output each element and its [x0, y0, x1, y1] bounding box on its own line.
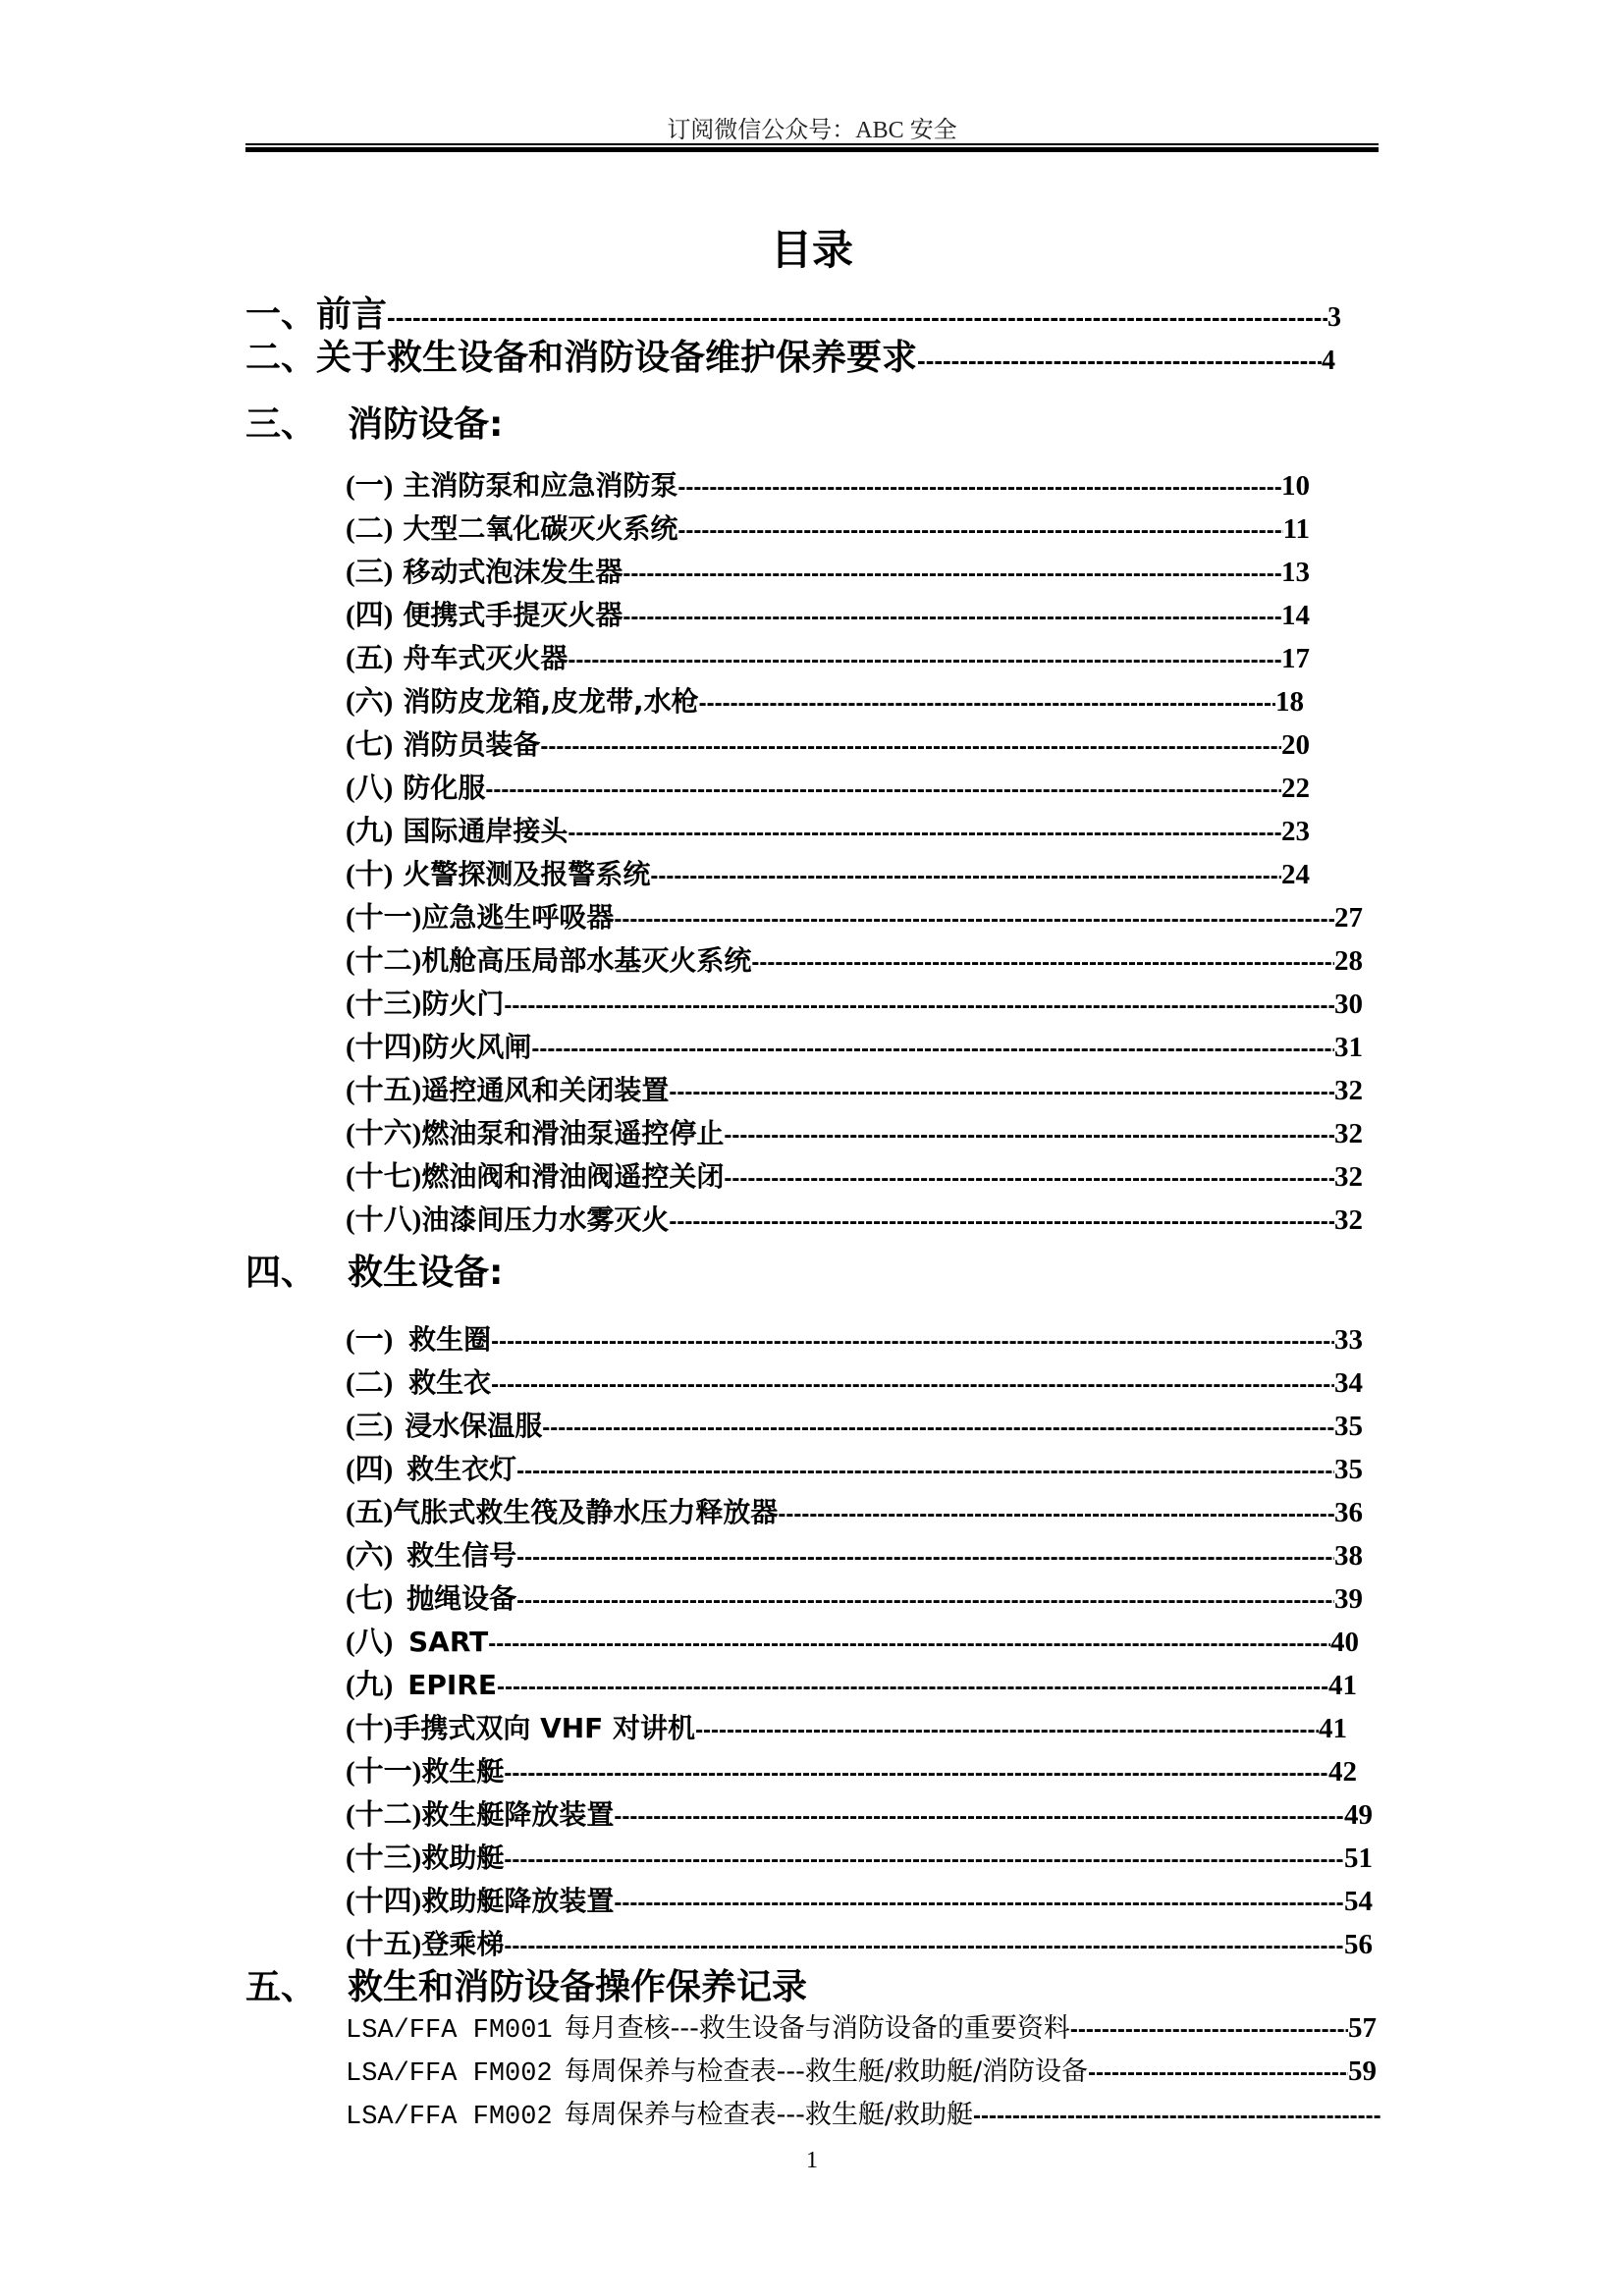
entry-number: (二) — [346, 513, 394, 545]
dot-leader — [488, 1630, 1330, 1658]
entry-number: (四) — [346, 1454, 394, 1485]
section-title: 救生设备: — [348, 1253, 504, 1290]
dot-leader — [542, 1415, 1334, 1442]
dot-leader — [669, 1208, 1334, 1236]
section-title: 救生和消防设备操作保养记录 — [348, 1967, 808, 2004]
entry-number: (十一) — [346, 1756, 422, 1788]
entry-page: 32 — [1334, 1075, 1363, 1106]
entry-page: 42 — [1328, 1756, 1357, 1788]
entry-number: (一) — [346, 470, 394, 502]
dot-leader — [540, 733, 1281, 761]
entry-title: 便携式手提灭火器 — [403, 599, 623, 631]
entry-page: 32 — [1334, 1204, 1363, 1236]
section-title: 前言 — [316, 294, 388, 332]
toc-entry[interactable] — [346, 1111, 1363, 1150]
entry-title: 救助艇 — [421, 1842, 505, 1874]
entry-page: 11 — [1282, 513, 1310, 545]
record-title: 每月查核---救生设备与消防设备的重要资料 — [564, 2013, 1070, 2044]
header-rule-thin — [245, 143, 1379, 145]
record-code: LSA/FFA FM001 — [346, 2016, 553, 2046]
toc-entry[interactable] — [346, 852, 1310, 891]
entry-page: 32 — [1334, 1161, 1363, 1193]
entry-page: 36 — [1334, 1497, 1363, 1528]
entry-page: 40 — [1330, 1627, 1359, 1658]
section-number: 一、 — [245, 294, 317, 332]
toc-entry[interactable] — [346, 1317, 1363, 1357]
entry-number: (九) — [346, 1670, 394, 1701]
entry-title: EPIRE — [407, 1669, 497, 1701]
dot-leader — [751, 949, 1334, 977]
entry-title: 大型二氧化碳灭火系统 — [403, 512, 678, 545]
dot-leader — [516, 1544, 1334, 1572]
dot-leader — [504, 992, 1334, 1020]
entry-page: 31 — [1334, 1032, 1363, 1063]
record-code: LSA/FFA FM002 — [346, 2103, 553, 2132]
entry-page: 39 — [1334, 1583, 1363, 1615]
entry-page: 27 — [1334, 902, 1363, 934]
dot-leader — [485, 776, 1281, 804]
entry-title: 救助艇降放装置 — [421, 1885, 615, 1917]
dot-leader — [568, 647, 1281, 674]
dot-leader — [614, 1890, 1344, 1917]
toc-entry[interactable] — [346, 1576, 1363, 1616]
page-header: 订阅微信公众号：ABC 安全 — [667, 118, 957, 143]
entry-number: (三) — [346, 557, 394, 588]
dot-leader — [497, 1674, 1328, 1701]
toc-entry[interactable] — [346, 1404, 1363, 1443]
entry-title: SART — [407, 1626, 489, 1658]
entry-title: 手携式双向 VHF 对讲机 — [393, 1712, 696, 1744]
toc-section-4[interactable] — [245, 1245, 835, 1290]
dot-leader — [614, 1803, 1344, 1831]
dot-leader — [650, 863, 1281, 890]
dot-leader — [491, 1328, 1334, 1356]
entry-page: 49 — [1344, 1799, 1373, 1831]
toc-entry[interactable] — [346, 636, 1310, 675]
entry-number: (三) — [346, 1411, 394, 1442]
dot-leader — [491, 1371, 1334, 1399]
section-number: 五、 — [245, 1967, 317, 2004]
entry-page: 28 — [1334, 945, 1363, 977]
entry-page: 20 — [1281, 729, 1310, 761]
entry-number: (十三) — [346, 1842, 422, 1874]
entry-title: 移动式泡沫发生器 — [403, 556, 623, 588]
entry-number: (二) — [346, 1367, 394, 1399]
entry-title: 救生信号 — [406, 1539, 517, 1572]
toc-entry[interactable] — [346, 1792, 1373, 1832]
dot-leader — [623, 561, 1281, 588]
toc-entry[interactable] — [346, 1836, 1373, 1875]
dot-leader — [504, 1760, 1328, 1788]
entry-title: 浸水保温服 — [405, 1410, 543, 1442]
entry-number: (八) — [346, 1627, 394, 1658]
section-number: 四、 — [245, 1253, 317, 1290]
entry-title: 国际通岸接头 — [403, 815, 568, 847]
entry-page: 17 — [1281, 643, 1310, 674]
dot-leader — [677, 517, 1282, 545]
entry-title: 抛绳设备 — [406, 1582, 517, 1615]
toc-entry[interactable] — [346, 895, 1363, 934]
section-number: 二、 — [245, 338, 317, 375]
entry-number: (一) — [346, 1324, 394, 1356]
toc-entry[interactable] — [346, 1706, 1347, 1745]
entry-page: 41 — [1328, 1670, 1357, 1701]
entry-page: 18 — [1275, 686, 1304, 718]
dot-leader — [695, 1717, 1319, 1744]
dot-leader — [1088, 2059, 1348, 2087]
dot-leader — [973, 2103, 1380, 2130]
entry-page: 35 — [1334, 1454, 1363, 1485]
toc-entry[interactable] — [346, 1620, 1359, 1659]
entry-title: 救生圈 — [408, 1323, 492, 1356]
toc-entry[interactable] — [346, 1447, 1363, 1486]
toc-section-5[interactable] — [245, 1959, 1031, 2004]
entry-number: (十七) — [346, 1161, 422, 1193]
toc-record[interactable] — [346, 2006, 1377, 2046]
toc-entry[interactable] — [346, 1198, 1363, 1237]
entry-title: 救生艇降放装置 — [421, 1798, 615, 1831]
entry-number: (十四) — [346, 1886, 422, 1917]
entry-title: 防火风闸 — [421, 1031, 532, 1063]
page-number: 1 — [806, 2148, 818, 2173]
entry-number: (五) — [346, 1497, 394, 1528]
entry-page: 22 — [1281, 773, 1310, 804]
toc-record[interactable] — [346, 2093, 1380, 2132]
entry-page: 24 — [1281, 859, 1310, 890]
entry-page: 33 — [1334, 1324, 1363, 1356]
toc-entry[interactable] — [346, 550, 1310, 589]
entry-number: (七) — [346, 1583, 394, 1615]
entry-title: 燃油阀和滑油阀遥控关闭 — [421, 1160, 725, 1193]
toc-section-1[interactable] — [245, 287, 1341, 332]
entry-page: 35 — [1334, 1411, 1363, 1442]
entry-title: 气胀式救生筏及静水压力释放器 — [393, 1496, 779, 1528]
entry-page: 56 — [1344, 1929, 1373, 1960]
entry-number: (五) — [346, 643, 394, 674]
section-title: 消防设备: — [348, 404, 504, 442]
entry-page: 10 — [1281, 470, 1310, 502]
entry-page: 38 — [1334, 1540, 1363, 1572]
entry-number: (八) — [346, 773, 394, 804]
dot-leader — [1070, 2016, 1348, 2044]
dot-leader — [623, 604, 1281, 631]
entry-title: 主消防泵和应急消防泵 — [403, 469, 678, 502]
entry-title: 燃油泵和滑油泵遥控停止 — [421, 1117, 725, 1149]
entry-number: (十三) — [346, 988, 422, 1020]
entry-title: 舟车式灭火器 — [403, 642, 568, 674]
entry-title: 救生衣灯 — [406, 1453, 517, 1485]
dot-leader — [504, 1933, 1344, 1960]
entry-title: 防化服 — [403, 772, 486, 804]
toc-entry[interactable] — [346, 1490, 1363, 1529]
entry-number: (十四) — [346, 1032, 422, 1063]
entry-number: (十) — [346, 859, 394, 890]
section-page: 4 — [1322, 346, 1335, 375]
toc-entry[interactable] — [346, 507, 1310, 546]
entry-title: 火警探测及报警系统 — [403, 858, 651, 890]
entry-title: 油漆间压力水雾灭火 — [421, 1203, 670, 1236]
entry-title: 应急逃生呼吸器 — [421, 901, 615, 934]
entry-number: (九) — [346, 816, 394, 847]
toc-entry[interactable] — [346, 463, 1310, 503]
entry-page: 41 — [1319, 1713, 1347, 1744]
section-number: 三、 — [245, 404, 317, 442]
toc-entry[interactable] — [346, 1025, 1363, 1064]
dot-leader — [614, 906, 1334, 934]
toc-entry[interactable] — [346, 722, 1310, 762]
dot-leader — [531, 1036, 1334, 1063]
section-page: 3 — [1327, 302, 1341, 332]
entry-number: (六) — [346, 1540, 394, 1572]
entry-title: 救生衣 — [408, 1366, 492, 1399]
toc-entry[interactable] — [346, 593, 1310, 632]
toc-entry[interactable] — [346, 809, 1310, 848]
entry-page: 32 — [1334, 1118, 1363, 1149]
entry-title: 消防员装备 — [403, 728, 541, 761]
entry-page: 34 — [1334, 1367, 1363, 1399]
entry-title: 防火门 — [421, 988, 505, 1020]
record-page: 57 — [1348, 2012, 1377, 2044]
entry-page: 23 — [1281, 816, 1310, 847]
dot-leader — [568, 820, 1281, 847]
entry-number: (十二) — [346, 1799, 422, 1831]
toc-entry[interactable] — [346, 982, 1363, 1021]
record-code: LSA/FFA FM002 — [346, 2059, 553, 2089]
dot-leader — [504, 1846, 1344, 1874]
toc-record[interactable] — [346, 2050, 1377, 2089]
entry-title: 机舱高压局部水基灭火系统 — [421, 944, 752, 977]
record-page: 59 — [1348, 2056, 1377, 2087]
toc-entry[interactable] — [346, 1533, 1363, 1573]
dot-leader — [516, 1587, 1334, 1615]
entry-title: 救生艇 — [421, 1755, 505, 1788]
section-title: 关于救生设备和消防设备维护保养要求 — [316, 338, 918, 375]
entry-number: (十一) — [346, 902, 422, 934]
entry-number: (十五) — [346, 1075, 422, 1106]
header-rule-thick — [245, 147, 1379, 152]
entry-number: (六) — [346, 686, 394, 718]
entry-page: 51 — [1344, 1842, 1373, 1874]
dot-leader — [917, 346, 1322, 375]
dot-leader — [699, 690, 1275, 718]
entry-title: 消防皮龙箱,皮龙带,水枪 — [403, 685, 699, 718]
toc-entry[interactable] — [346, 679, 1304, 719]
dot-leader — [677, 474, 1281, 502]
entry-number: (十五) — [346, 1929, 422, 1960]
toc-entry[interactable] — [346, 1879, 1373, 1918]
toc-entry[interactable] — [346, 1663, 1357, 1702]
dot-leader — [669, 1079, 1334, 1106]
entry-number: (四) — [346, 600, 394, 631]
record-title: 每周保养与检查表---救生艇/救助艇/消防设备 — [564, 2056, 1089, 2087]
entry-number: (十二) — [346, 945, 422, 977]
dot-leader — [724, 1165, 1334, 1193]
toc-entry[interactable] — [346, 1749, 1357, 1789]
toc-section-2[interactable] — [245, 330, 1335, 375]
toc-entry[interactable] — [346, 1361, 1363, 1400]
dot-leader — [724, 1122, 1334, 1149]
entry-page: 54 — [1344, 1886, 1373, 1917]
toc-entry[interactable] — [346, 1154, 1363, 1194]
record-title: 每周保养与检查表---救生艇/救助艇 — [564, 2100, 973, 2130]
toc-section-3[interactable] — [245, 397, 835, 442]
toc-title: 目录 — [770, 226, 853, 274]
dot-leader — [778, 1501, 1334, 1528]
entry-number: (十) — [346, 1713, 394, 1744]
toc-entry[interactable] — [346, 938, 1363, 978]
entry-number: (十六) — [346, 1118, 422, 1149]
entry-title: 遥控通风和关闭装置 — [421, 1074, 670, 1106]
toc-entry[interactable] — [346, 1922, 1373, 1961]
dot-leader — [516, 1458, 1334, 1485]
entry-page: 13 — [1281, 557, 1310, 588]
toc-entry[interactable] — [346, 1068, 1363, 1107]
entry-title: 登乘梯 — [421, 1928, 505, 1960]
entry-page: 30 — [1334, 988, 1363, 1020]
entry-number: (七) — [346, 729, 394, 761]
toc-entry[interactable] — [346, 766, 1310, 805]
entry-page: 14 — [1281, 600, 1310, 631]
dot-leader — [387, 302, 1327, 332]
entry-number: (十八) — [346, 1204, 422, 1236]
